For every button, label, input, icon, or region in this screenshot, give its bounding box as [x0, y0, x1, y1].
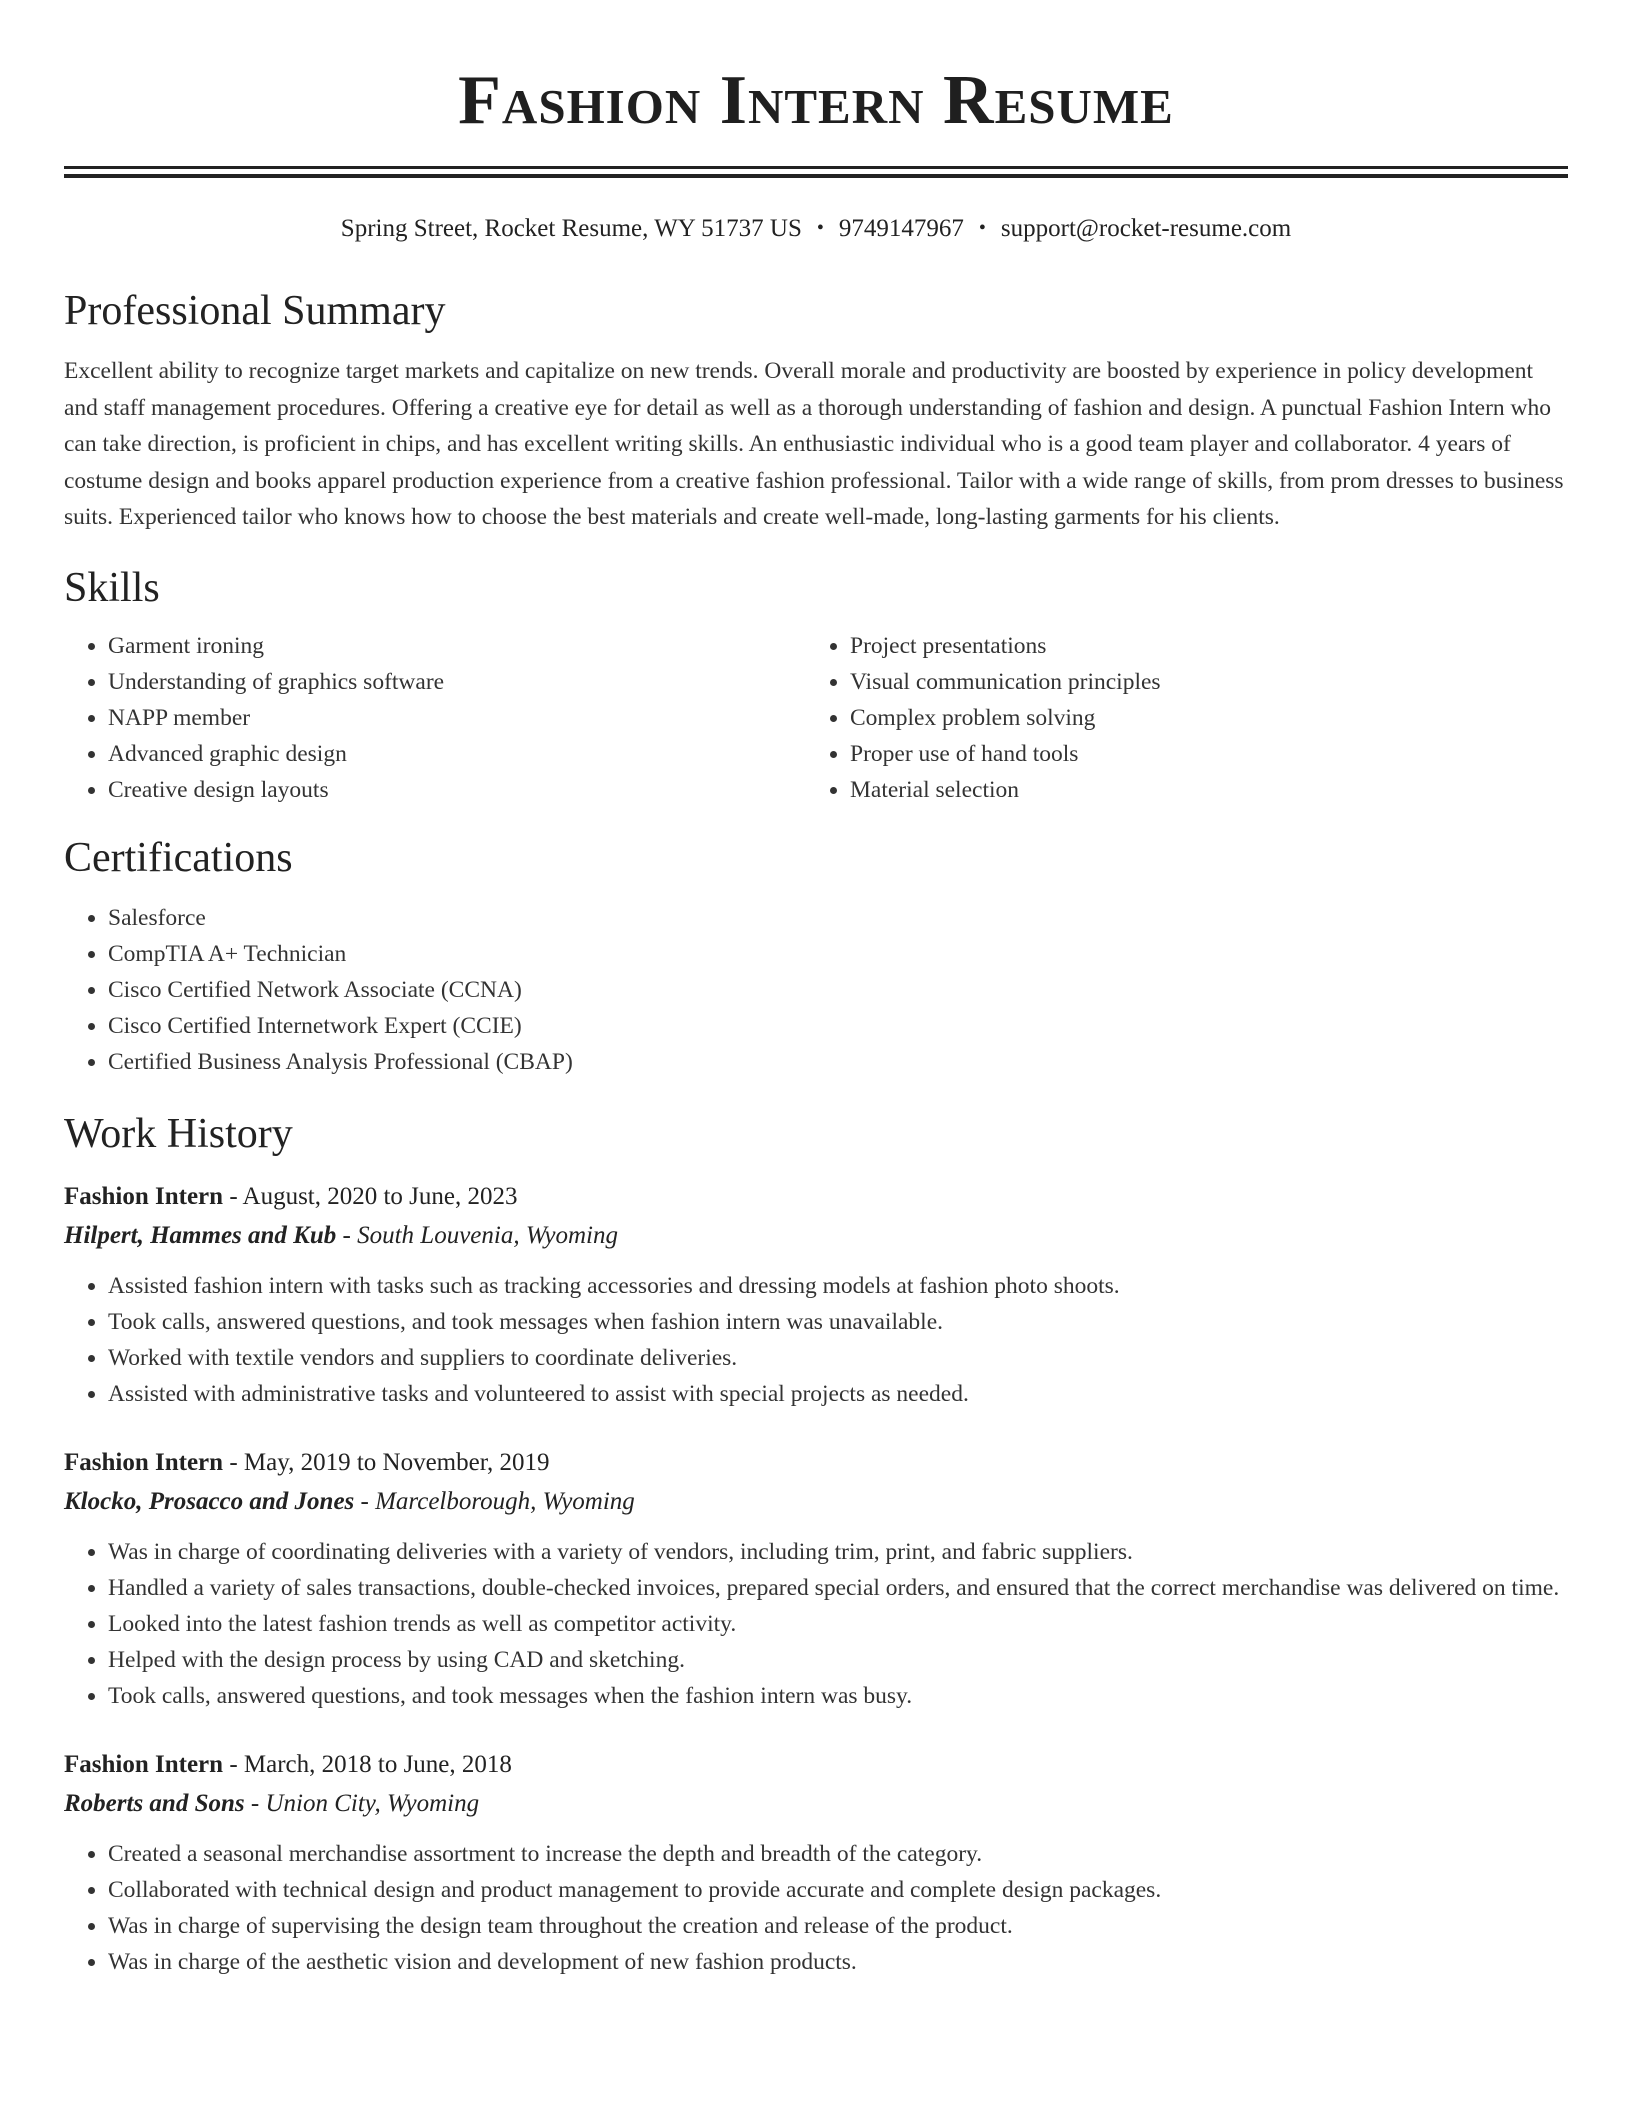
job-role: Fashion Intern	[64, 1750, 224, 1778]
skills-grid	[64, 628, 1568, 808]
job-bullets	[64, 1268, 1568, 1412]
certifications-list	[64, 900, 1568, 1080]
job-company-line	[64, 1784, 1568, 1824]
skill-item: • NAPP member	[108, 700, 806, 736]
summary-text: Excellent ability to recognize target markets and capitalize on new trends. Overall morale and productivity are boosted by experience in policy development and staff management procedures. Offering a creative eye for detail as well as a thorough understanding of fashion and design. A punctual Fashion Intern who can take direction, is proficient in chips, and has excellent writing skills. An enthusiastic individual who is a good team player and collaborator. 4 years of costume design and books apparel production experience from a creative fashion professional. Tailor with a wide range of skills, from prom dresses to business suits. Experienced tailor who knows how to choose the best materials and create well-made, long-lasting garments for his clients.	[64, 358, 1564, 530]
job-company: Roberts and Sons	[64, 1789, 245, 1817]
job-company-line	[64, 1482, 1568, 1522]
job-bullet: • Took calls, answered questions, and took messages when fashion intern was unavailable.	[108, 1304, 1568, 1340]
section-title-certifications: Certifications	[64, 834, 293, 881]
contact-line	[64, 212, 1568, 245]
job-bullet: • Was in charge of supervising the design team throughout the creation and release of the product.	[108, 1908, 1568, 1944]
job-entry	[64, 1444, 1568, 1714]
job-dates: - May, 2019 to November, 2019	[223, 1448, 550, 1476]
job-location: - Marcelborough, Wyoming	[354, 1487, 635, 1515]
job-header	[64, 1444, 1568, 1482]
contact-address: Spring Street, Rocket Resume, WY 51737 US	[340, 215, 802, 242]
contact-separator: •	[816, 217, 824, 239]
title-rule-bottom	[64, 174, 1568, 178]
certification-item: • CompTIA A+ Technician	[108, 936, 1568, 972]
job-role: Fashion Intern	[64, 1448, 224, 1476]
skill-item: • Garment ironing	[108, 628, 806, 664]
job-company: Klocko, Prosacco and Jones	[64, 1487, 355, 1515]
skill-item: • Understanding of graphics software	[108, 664, 806, 700]
job-company: Hilpert, Hammes and Kub	[64, 1221, 337, 1249]
contact-separator: •	[978, 217, 986, 239]
job-bullet: • Collaborated with technical design and product management to provide accurate and complete design packages.	[108, 1872, 1568, 1908]
job-bullet: • Was in charge of the aesthetic vision and development of new fashion products.	[108, 1944, 1568, 1980]
certification-item: • Cisco Certified Network Associate (CCNA)	[108, 972, 1568, 1008]
contact-phone: 9749147967	[838, 215, 964, 242]
job-bullet: • Handled a variety of sales transactions, double-checked invoices, prepared special orders, and ensured that the correct merchandise was delivered on time.	[108, 1570, 1568, 1606]
contact-email: support@rocket-resume.com	[1000, 215, 1292, 242]
skills-list-right	[806, 628, 1548, 808]
skill-item: • Visual communication principles	[850, 664, 1548, 700]
job-bullet: • Created a seasonal merchandise assortment to increase the depth and breadth of the category.	[108, 1836, 1568, 1872]
job-entry	[64, 1178, 1568, 1412]
skill-item: • Project presentations	[850, 628, 1548, 664]
skills-column-left	[64, 628, 806, 808]
job-bullets	[64, 1534, 1568, 1714]
skill-item: • Advanced graphic design	[108, 736, 806, 772]
skills-column-right	[806, 628, 1548, 808]
job-bullet: • Was in charge of coordinating deliveries with a variety of vendors, including trim, print, and fabric suppliers.	[108, 1534, 1568, 1570]
job-dates: - August, 2020 to June, 2023	[223, 1182, 518, 1210]
job-bullet: • Helped with the design process by using CAD and sketching.	[108, 1642, 1568, 1678]
job-bullet: • Took calls, answered questions, and took messages when the fashion intern was busy.	[108, 1678, 1568, 1714]
skill-item: • Creative design layouts	[108, 772, 806, 808]
certification-item: • Certified Business Analysis Professional (CBAP)	[108, 1044, 1568, 1080]
job-location: - Union City, Wyoming	[244, 1789, 480, 1817]
job-header	[64, 1746, 1568, 1784]
section-title-summary: Professional Summary	[64, 288, 446, 334]
job-location: - South Louvenia, Wyoming	[336, 1221, 618, 1249]
job-company-line	[64, 1216, 1568, 1256]
certification-item: • Cisco Certified Internetwork Expert (CCIE)	[108, 1008, 1568, 1044]
job-bullet: • Assisted with administrative tasks and volunteered to assist with special projects as needed.	[108, 1376, 1568, 1412]
skill-item: • Material selection	[850, 772, 1548, 808]
section-title-work-history: Work History	[64, 1110, 293, 1157]
job-entry	[64, 1746, 1568, 1980]
skill-item: • Proper use of hand tools	[850, 736, 1548, 772]
job-bullet: • Assisted fashion intern with tasks such as tracking accessories and dressing models at fashion photo shoots.	[108, 1268, 1568, 1304]
job-bullet: • Worked with textile vendors and suppliers to coordinate deliveries.	[108, 1340, 1568, 1376]
section-title-skills: Skills	[64, 564, 160, 611]
title-rule-top	[64, 166, 1568, 169]
skills-list-left	[64, 628, 806, 808]
job-bullet: • Looked into the latest fashion trends as well as competitor activity.	[108, 1606, 1568, 1642]
job-header	[64, 1178, 1568, 1216]
skill-item: • Complex problem solving	[850, 700, 1548, 736]
job-bullets	[64, 1836, 1568, 1980]
job-role: Fashion Intern	[64, 1182, 224, 1210]
certification-item: • Salesforce	[108, 900, 1568, 936]
job-dates: - March, 2018 to June, 2018	[223, 1750, 512, 1778]
resume-title: Fashion Intern Resume	[458, 62, 1174, 139]
